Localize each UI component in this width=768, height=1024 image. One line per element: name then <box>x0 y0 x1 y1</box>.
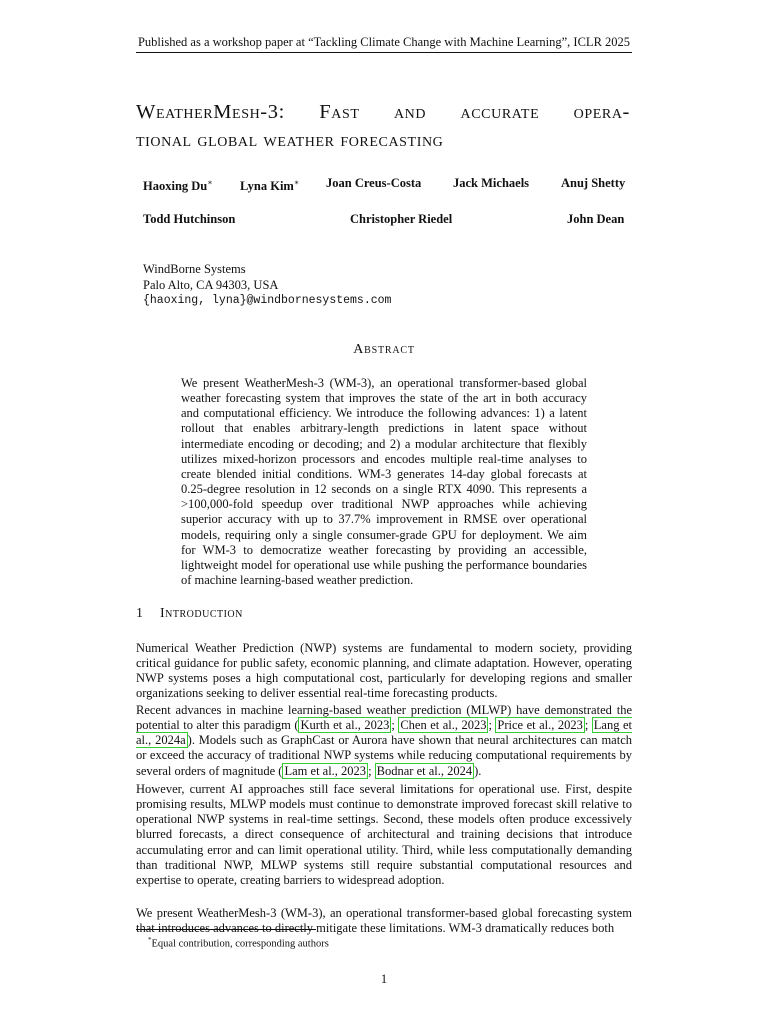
title-line-1: WeatherMesh-3: Fast and accurate opera- <box>136 101 630 123</box>
header-rule <box>136 52 632 53</box>
footnote-marker: * <box>148 936 152 944</box>
paper-title <box>136 98 636 154</box>
author-5: Anuj Shetty <box>561 176 626 190</box>
citation-link[interactable]: Chen et al., 2023 <box>400 718 487 733</box>
citation-link[interactable]: Kurth et al., 2023 <box>300 718 390 733</box>
running-header: Published as a workshop paper at “Tackling Climate Change with Machine Learning”, ICLR 2025 <box>137 35 631 49</box>
page-number: 1 <box>380 972 388 986</box>
intro-paragraph-4: We present WeatherMesh-3 (WM-3), an operational transformer-based global forecasting system that introduces advances to directly mitigate these limitations. WM-3 dramatically reduces both <box>136 906 632 936</box>
citation-link[interactable]: Price et al., 2023 <box>497 718 583 733</box>
footnote-rule <box>136 929 316 930</box>
affiliation <box>143 262 391 309</box>
citation-link[interactable]: Lang et al., 2024a <box>136 718 632 748</box>
intro-paragraph-3: However, current AI approaches still face several limitations for operational use. First, despite promising results, MLWP models must continue to demonstrate improved forecast skill relative to operational NWP systems in real-time settings. Second, these models often produce excessively blurred forecasts, a direct consequence of architectural and training decisions that introduce accumulating error and can limit operational utility. Third, while less computationally demanding than traditional NWP, MLWP systems still require substantial computational resources and expertise to operate, creating barriers to widespread adoption. <box>136 782 632 887</box>
author-4: Jack Michaels <box>453 176 530 190</box>
author-1: Haoxing Du∗ <box>143 178 213 194</box>
citation-link[interactable]: Lam et al., 2023 <box>284 763 367 778</box>
affiliation-address: Palo Alto, CA 94303, USA <box>143 277 279 292</box>
affiliation-email: {haoxing, lyna}@windbornesystems.com <box>143 294 392 307</box>
author-3: Joan Creus-Costa <box>326 176 422 190</box>
title-line-2: tional global weather forecasting <box>136 129 444 151</box>
section-heading-introduction <box>136 606 243 622</box>
footnote <box>148 934 329 951</box>
citation-link[interactable]: Bodnar et al., 2024 <box>376 763 473 778</box>
author-8: John Dean <box>567 212 625 226</box>
section-title: Introduction <box>160 606 243 621</box>
affiliation-org: WindBorne Systems <box>143 262 246 276</box>
author-7: Christopher Riedel <box>350 212 453 226</box>
abstract-body: We present WeatherMesh-3 (WM-3), an operational transformer-based global weather forecasting system that improves the state of the art in both accuracy and computational efficiency. We introduce the following advances: 1) a latent rollout that enables arbitrary-length predictions in latent space without intermediate encoding or decoding; and 2) a modular architecture that flexibly utilizes mixed-horizon processors and encodes multiple real-time analyses to create blended initial conditions. WM-3 generates 14-day global forecasts at 0.25-degree resolution in 12 seconds on a single RTX 4090. This represents a >100,000-fold speedup over traditional NWP approaches while achieving superior accuracy with up to 37.7% improvement in RMSE over operational models, requiring only a single consumer-grade GPU for deployment. We aim for WM-3 to democratize weather forecasting by providing an accessible, lightweight model for operational use while pushing the performance boundaries of machine learning-based weather prediction. <box>181 376 587 588</box>
footnote-text: Equal contribution, corresponding authors <box>151 938 329 950</box>
author-2: Lyna Kim∗ <box>240 178 300 194</box>
abstract-heading: Abstract <box>353 342 415 357</box>
author-6: Todd Hutchinson <box>143 212 236 226</box>
intro-paragraph-1: Numerical Weather Prediction (NWP) systems are fundamental to modern society, providing critical guidance for public safety, economic planning, and climate adaptation. However, operating NWP systems poses a high computational cost, particularly for developing regions and smaller organizations seeking to deliver essential real-time forecasting products. <box>136 641 632 701</box>
intro-paragraph-2: Recent advances in machine learning-based weather prediction (MLWP) have demonstrated the potential to alter this paradigm ( Kurth et al., 2023 ; Chen et al., 2023 ; Price et al., 2023 ; Lang et al., 2024a ). Models such as GraphCast or Aurora have shown that neural architectures can match or exceed the accuracy of traditional NWP systems while reducing computational requirements by several orders of magnitude ( Lam et al., 2023 ; Bodnar et al., 2024 ). <box>136 703 632 778</box>
section-number: 1 <box>136 606 144 621</box>
